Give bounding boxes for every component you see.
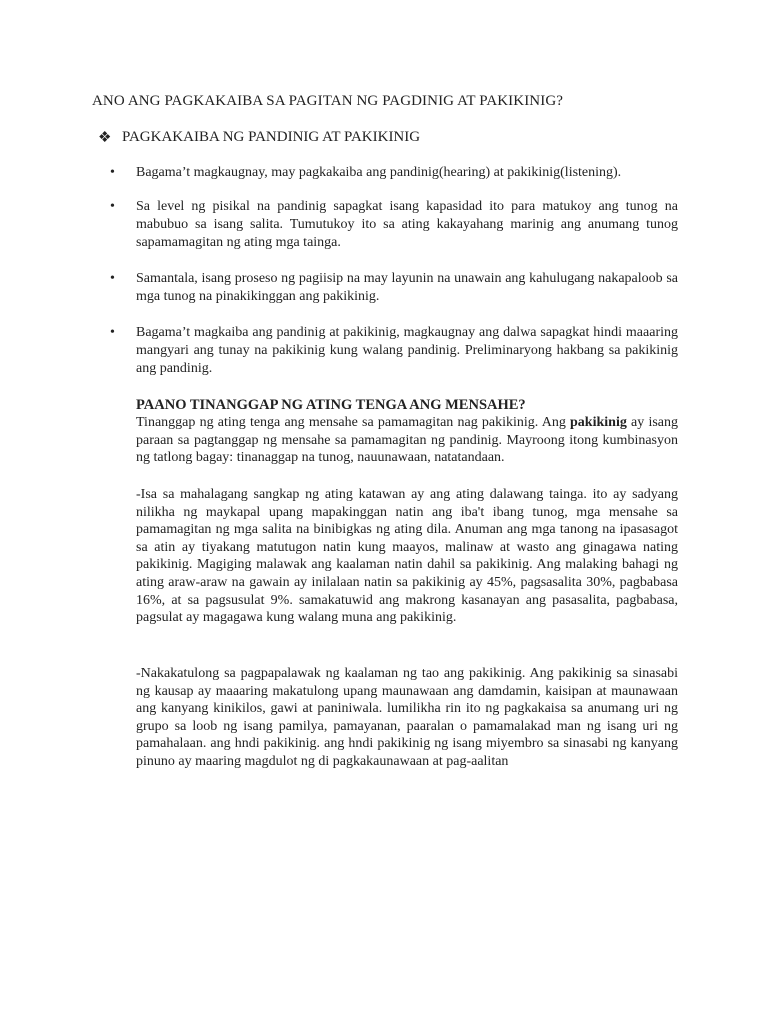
sub-heading: PAANO TINANGGAP NG ATING TENGA ANG MENSAHE?	[136, 397, 526, 413]
list-item	[110, 164, 678, 182]
list-item	[110, 270, 678, 306]
section-heading-text: PAGKAKAIBA NG PANDINIG AT PAKIKINIG	[122, 129, 421, 145]
section-heading	[98, 128, 420, 147]
list-item-text: Samantala, isang proseso ng pagiisip na may layunin na unawain ang kahulugang nakapaloob sa mga tunog na pinakikinggan ang pakikinig.	[136, 271, 678, 304]
paragraph-1-bold-term: pakikinig	[570, 415, 627, 430]
paragraph-1	[136, 414, 678, 467]
list-item	[110, 324, 678, 378]
bullet-dot: •	[110, 199, 115, 214]
bullet-dot: •	[110, 271, 115, 286]
paragraph-2: -Isa sa mahalagang sangkap ng ating katawan ay ang ating dalawang tainga. ito ay sadyang nilikha ng maykapal upang mapakinggan natin ang iba't ibang tunog, mga mensahe sa pamamagitan ng mga salita na binibigkas ng ating dila. Anuman ang mga tanong na ipasasagot sa atin ay tiyakang matutugon natin kung maayos, malinaw at wasto ang ginagawa nating pakikinig. Magiging malawak ang kaalaman natin dahil sa pakikinig. Ang malaking bahagi ng ating araw-araw na gawain ay inilalaan natin sa pakikinig ay 45%, pagsasalita 30%, pagbabasa 16%, at sa pagsusulat 9%. samakatuwid ang makrong kasanayan ang pasasalita, pagbabasa, pagsulat ay magagawa kung walang muna ang pakikinig.	[136, 487, 678, 626]
list-item-text: Bagama’t magkaugnay, may pagkakaiba ang pandinig(hearing) at pakikinig(listening).	[136, 165, 622, 180]
bullet-dot: •	[110, 325, 115, 340]
document-title: ANO ANG PAGKAKAIBA SA PAGITAN NG PAGDINIG AT PAKIKINIG?	[92, 93, 564, 109]
bullet-list	[110, 164, 678, 396]
bullet-dot: •	[110, 165, 115, 180]
paragraph-1-end: ay isang paraan sa pagtanggap ng mensahe sa pamamagitan ng pandinig. Mayroong itong kumbinasyon ng tatlong bagay: tinanaggap na tunog, nauunawaan, natatandaan.	[136, 415, 678, 466]
list-item-text: Bagama’t magkaiba ang pandinig at pakikinig, magkaugnay ang dalwa sapagkat hindi maaaring mangyari ang tunay na pakikinig kung walang pandinig. Preliminaryong hakbang sa pakikinig ang pandinig.	[136, 325, 678, 376]
paragraph-3: -Nakakatulong sa pagpapalawak ng kaalaman ng tao ang pakikinig. Ang pakikinig sa sinasabi ng kausap ay maaaring makatulong upang maunawaan ang damdamin, kaisipan at maunawaan ang kanyang kinikilos, gawi at paniniwala. lumilikha rin ito ng pagkakaisa sa anumang uri ng grupo sa loob ng isang pamilya, pamayanan, paaralan o pamamalakad man ng isang uri ng pamahalaan. ang hndi pakikinig. ang hndi pakikinig ng isang miyembro sa sinasabi ng kanyang pinuno ay maaring magdulot ng di pagkakaunawaan at pag-aalitan	[136, 666, 678, 769]
list-item	[110, 198, 678, 252]
paragraph-1-start: Tinanggap ng ating tenga ang mensahe sa pamamagitan nag pakikinig. Ang	[136, 415, 571, 430]
diamond-bullet-icon: ❖	[98, 130, 112, 146]
list-item-text: Sa level ng pisikal na pandinig sapagkat isang kapasidad ito para matukoy ang tunog na mabubuo sa isang salita. Tumutukoy ito sa ating kakayahang marinig ang anumang tunog sapamamagitan ng ating mga tainga.	[136, 199, 678, 250]
